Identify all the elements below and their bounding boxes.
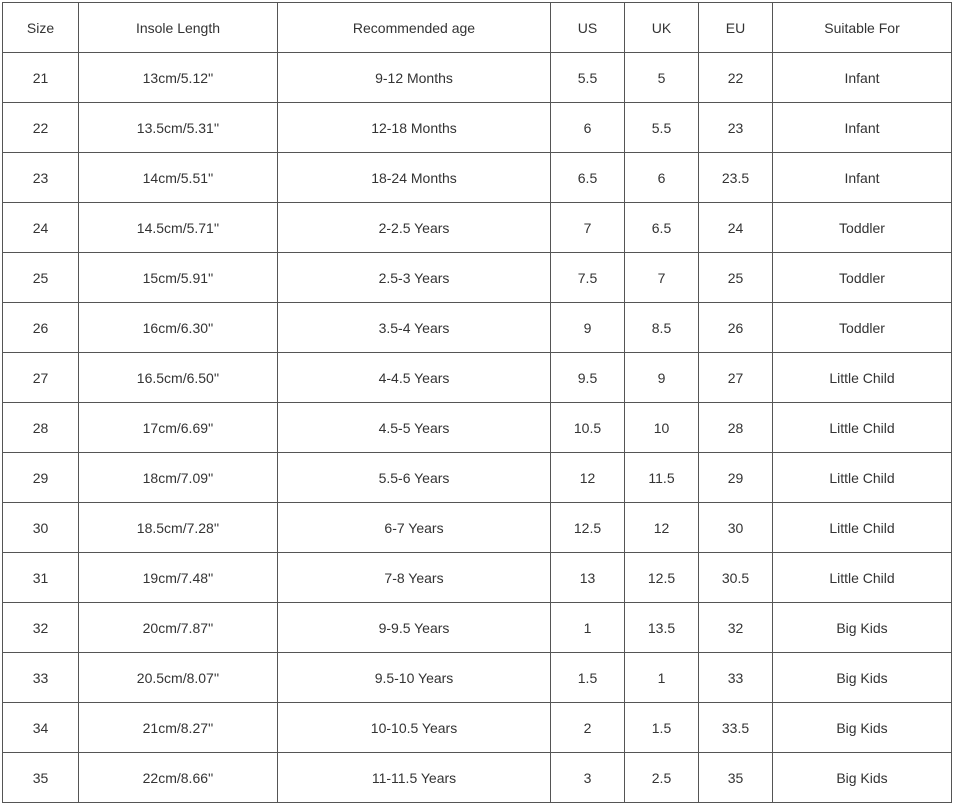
cell-insole-length: 16cm/6.30'': [79, 303, 278, 353]
cell-suitable-for: Toddler: [773, 203, 952, 253]
cell-insole-length: 17cm/6.69'': [79, 403, 278, 453]
cell-eu: 32: [699, 603, 773, 653]
cell-suitable-for: Toddler: [773, 253, 952, 303]
cell-size: 32: [3, 603, 79, 653]
table-row: [3, 103, 952, 153]
cell-insole-length: 22cm/8.66'': [79, 753, 278, 803]
cell-recommended-age: 9-9.5 Years: [278, 603, 551, 653]
cell-size: 24: [3, 203, 79, 253]
header-us: US: [551, 3, 625, 53]
cell-uk: 7: [625, 253, 699, 303]
cell-uk: 2.5: [625, 753, 699, 803]
cell-us: 1: [551, 603, 625, 653]
cell-size: 26: [3, 303, 79, 353]
cell-suitable-for: Little Child: [773, 403, 952, 453]
cell-recommended-age: 2.5-3 Years: [278, 253, 551, 303]
cell-recommended-age: 7-8 Years: [278, 553, 551, 603]
cell-size: 25: [3, 253, 79, 303]
cell-uk: 12.5: [625, 553, 699, 603]
cell-suitable-for: Little Child: [773, 553, 952, 603]
cell-us: 2: [551, 703, 625, 753]
cell-us: 3: [551, 753, 625, 803]
cell-recommended-age: 4-4.5 Years: [278, 353, 551, 403]
cell-us: 6.5: [551, 153, 625, 203]
cell-size: 28: [3, 403, 79, 453]
cell-uk: 9: [625, 353, 699, 403]
cell-eu: 28: [699, 403, 773, 453]
table-row: [3, 503, 952, 553]
cell-size: 23: [3, 153, 79, 203]
cell-eu: 33.5: [699, 703, 773, 753]
cell-us: 7: [551, 203, 625, 253]
cell-recommended-age: 5.5-6 Years: [278, 453, 551, 503]
cell-us: 9.5: [551, 353, 625, 403]
cell-us: 1.5: [551, 653, 625, 703]
header-row: [3, 3, 952, 53]
cell-insole-length: 21cm/8.27'': [79, 703, 278, 753]
cell-us: 12.5: [551, 503, 625, 553]
cell-recommended-age: 4.5-5 Years: [278, 403, 551, 453]
cell-recommended-age: 11-11.5 Years: [278, 753, 551, 803]
cell-suitable-for: Big Kids: [773, 603, 952, 653]
size-chart-table: [2, 2, 952, 803]
header-size: Size: [3, 3, 79, 53]
cell-suitable-for: Big Kids: [773, 703, 952, 753]
table-row: [3, 553, 952, 603]
cell-us: 9: [551, 303, 625, 353]
cell-recommended-age: 6-7 Years: [278, 503, 551, 553]
header-uk: UK: [625, 3, 699, 53]
cell-size: 30: [3, 503, 79, 553]
table-row: [3, 203, 952, 253]
cell-insole-length: 18cm/7.09'': [79, 453, 278, 503]
cell-eu: 29: [699, 453, 773, 503]
table-row: [3, 653, 952, 703]
cell-eu: 24: [699, 203, 773, 253]
cell-eu: 23.5: [699, 153, 773, 203]
cell-recommended-age: 2-2.5 Years: [278, 203, 551, 253]
cell-size: 35: [3, 753, 79, 803]
cell-suitable-for: Big Kids: [773, 753, 952, 803]
cell-eu: 33: [699, 653, 773, 703]
cell-eu: 22: [699, 53, 773, 103]
cell-suitable-for: Infant: [773, 103, 952, 153]
cell-eu: 30.5: [699, 553, 773, 603]
cell-suitable-for: Infant: [773, 153, 952, 203]
cell-insole-length: 16.5cm/6.50'': [79, 353, 278, 403]
cell-uk: 11.5: [625, 453, 699, 503]
cell-eu: 25: [699, 253, 773, 303]
cell-uk: 6.5: [625, 203, 699, 253]
cell-suitable-for: Big Kids: [773, 653, 952, 703]
table-row: [3, 603, 952, 653]
cell-recommended-age: 10-10.5 Years: [278, 703, 551, 753]
header-suitable-for: Suitable For: [773, 3, 952, 53]
cell-us: 7.5: [551, 253, 625, 303]
cell-size: 33: [3, 653, 79, 703]
cell-uk: 1: [625, 653, 699, 703]
cell-size: 21: [3, 53, 79, 103]
cell-size: 27: [3, 353, 79, 403]
table-row: [3, 453, 952, 503]
cell-recommended-age: 3.5-4 Years: [278, 303, 551, 353]
cell-us: 5.5: [551, 53, 625, 103]
cell-eu: 35: [699, 753, 773, 803]
cell-size: 31: [3, 553, 79, 603]
cell-us: 6: [551, 103, 625, 153]
cell-recommended-age: 9.5-10 Years: [278, 653, 551, 703]
cell-insole-length: 14cm/5.51'': [79, 153, 278, 203]
cell-insole-length: 19cm/7.48'': [79, 553, 278, 603]
cell-us: 13: [551, 553, 625, 603]
cell-uk: 1.5: [625, 703, 699, 753]
header-recommended-age: Recommended age: [278, 3, 551, 53]
table-row: [3, 253, 952, 303]
cell-uk: 8.5: [625, 303, 699, 353]
cell-eu: 26: [699, 303, 773, 353]
table-row: [3, 353, 952, 403]
table-row: [3, 753, 952, 803]
cell-uk: 5: [625, 53, 699, 103]
cell-insole-length: 20cm/7.87'': [79, 603, 278, 653]
table-row: [3, 703, 952, 753]
table-row: [3, 303, 952, 353]
cell-uk: 5.5: [625, 103, 699, 153]
cell-uk: 10: [625, 403, 699, 453]
cell-suitable-for: Little Child: [773, 503, 952, 553]
header-eu: EU: [699, 3, 773, 53]
cell-insole-length: 13cm/5.12'': [79, 53, 278, 103]
cell-us: 10.5: [551, 403, 625, 453]
cell-insole-length: 14.5cm/5.71'': [79, 203, 278, 253]
cell-size: 29: [3, 453, 79, 503]
table-row: [3, 53, 952, 103]
cell-size: 22: [3, 103, 79, 153]
cell-suitable-for: Little Child: [773, 353, 952, 403]
cell-uk: 12: [625, 503, 699, 553]
cell-insole-length: 20.5cm/8.07'': [79, 653, 278, 703]
cell-recommended-age: 18-24 Months: [278, 153, 551, 203]
cell-uk: 13.5: [625, 603, 699, 653]
cell-insole-length: 15cm/5.91'': [79, 253, 278, 303]
table-row: [3, 153, 952, 203]
cell-suitable-for: Little Child: [773, 453, 952, 503]
cell-suitable-for: Toddler: [773, 303, 952, 353]
cell-us: 12: [551, 453, 625, 503]
cell-insole-length: 13.5cm/5.31'': [79, 103, 278, 153]
header-insole-length: Insole Length: [79, 3, 278, 53]
cell-size: 34: [3, 703, 79, 753]
cell-eu: 27: [699, 353, 773, 403]
cell-eu: 23: [699, 103, 773, 153]
cell-eu: 30: [699, 503, 773, 553]
cell-suitable-for: Infant: [773, 53, 952, 103]
cell-recommended-age: 12-18 Months: [278, 103, 551, 153]
cell-recommended-age: 9-12 Months: [278, 53, 551, 103]
table-row: [3, 403, 952, 453]
cell-uk: 6: [625, 153, 699, 203]
cell-insole-length: 18.5cm/7.28'': [79, 503, 278, 553]
